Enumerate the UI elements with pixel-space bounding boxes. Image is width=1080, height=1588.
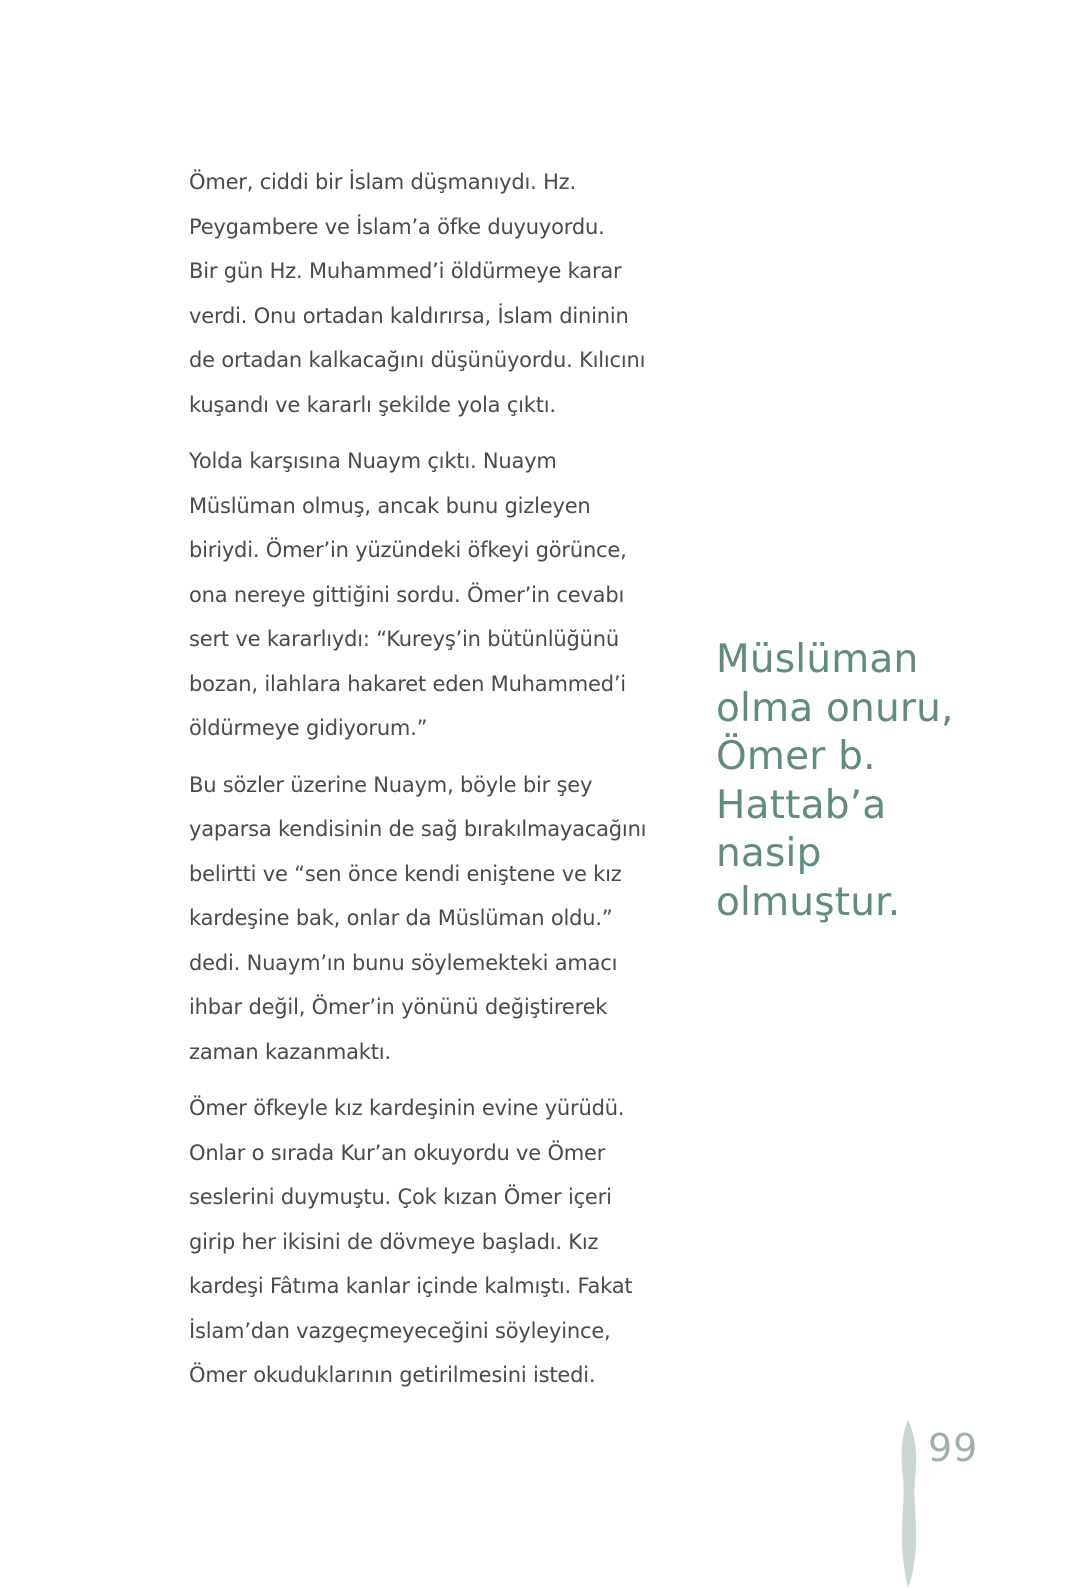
text-line: Ömer okuduklarının getirilmesini istedi. [189, 1363, 596, 1387]
text-line: kardeşi Fâtıma kanlar içinde kalmıştı. Fakat [189, 1274, 633, 1298]
paragraph-1 [189, 160, 694, 427]
text-line: Ömer öfkeyle kız kardeşinin evine yürüdü. [189, 1096, 625, 1120]
folio [890, 1420, 1010, 1588]
pull-quote-line: nasip [716, 831, 822, 876]
pull-quote-line: Hattab’a [716, 782, 887, 828]
text-line: biriydi. Ömer’in yüzündeki öfkeyi görünce, [189, 538, 627, 562]
text-line: seslerini duymuştu. Çok kızan Ömer içeri [189, 1185, 612, 1209]
text-line: yaparsa kendisinin de sağ bırakılmayacağını [189, 817, 647, 841]
text-line: dedi. Nuaym’ın bunu söylemekteki amacı [189, 950, 618, 975]
text-line: Peygambere ve İslam’a öfke duyuyordu. [189, 214, 605, 239]
text-line: Müslüman olmuş, ancak bunu gizleyen [189, 493, 591, 518]
paragraph-4 [189, 1086, 694, 1398]
text-line: Onlar o sırada Kur’an okuyordu ve Ömer [189, 1140, 606, 1165]
text-line: Bir gün Hz. Muhammed’i öldürmeye karar [189, 259, 622, 283]
text-line: kuşandı ve kararlı şekilde yola çıktı. [189, 392, 556, 417]
text-line: bozan, ilahlara hakaret eden Muhammed’i [189, 671, 626, 696]
paragraph-2 [189, 439, 694, 751]
pull-quote-line: Ömer b. [716, 734, 876, 779]
paragraph-3 [189, 763, 694, 1075]
text-line: ona nereye gittiğini sordu. Ömer’in cevabı [189, 582, 625, 607]
text-line: zaman kazanmaktı. [189, 1039, 391, 1064]
folio-ornament-icon [890, 1420, 930, 1588]
text-line: Yolda karşısına Nuaym çıktı. Nuaym [189, 449, 557, 473]
text-line: sert ve kararlıydı: “Kureyş’in bütünlüğünü [189, 627, 619, 651]
text-line: kardeşine bak, onlar da Müslüman oldu.” [189, 906, 613, 930]
text-line: İslam’dan vazgeçmeyeceğini söyleyince, [189, 1318, 611, 1343]
text-line: Bu sözler üzerine Nuaym, böyle bir şey [189, 772, 593, 797]
text-line: girip her ikisini de dövmeye başladı. Kız [189, 1229, 599, 1254]
text-line: öldürmeye gidiyorum.” [189, 716, 428, 740]
pull-quote-line: olmuştur. [716, 879, 901, 925]
text-line: Ömer, ciddi bir İslam düşmanıydı. Hz. [189, 170, 576, 194]
pull-quote-line: olma onuru, [716, 685, 954, 731]
text-line: verdi. Onu ortadan kaldırırsa, İslam dininin [189, 303, 629, 328]
pull-quote-line: Müslüman [716, 637, 919, 682]
text-line: de ortadan kalkacağını düşünüyordu. Kılıcını [189, 348, 646, 372]
text-line: belirtti ve “sen önce kendi eniştene ve kız [189, 861, 622, 886]
pull-quote [716, 636, 1056, 927]
text-line: ihbar değil, Ömer’in yönünü değiştirerek [189, 995, 608, 1019]
body-text [189, 160, 694, 1410]
page-number: 99 [928, 1426, 979, 1470]
